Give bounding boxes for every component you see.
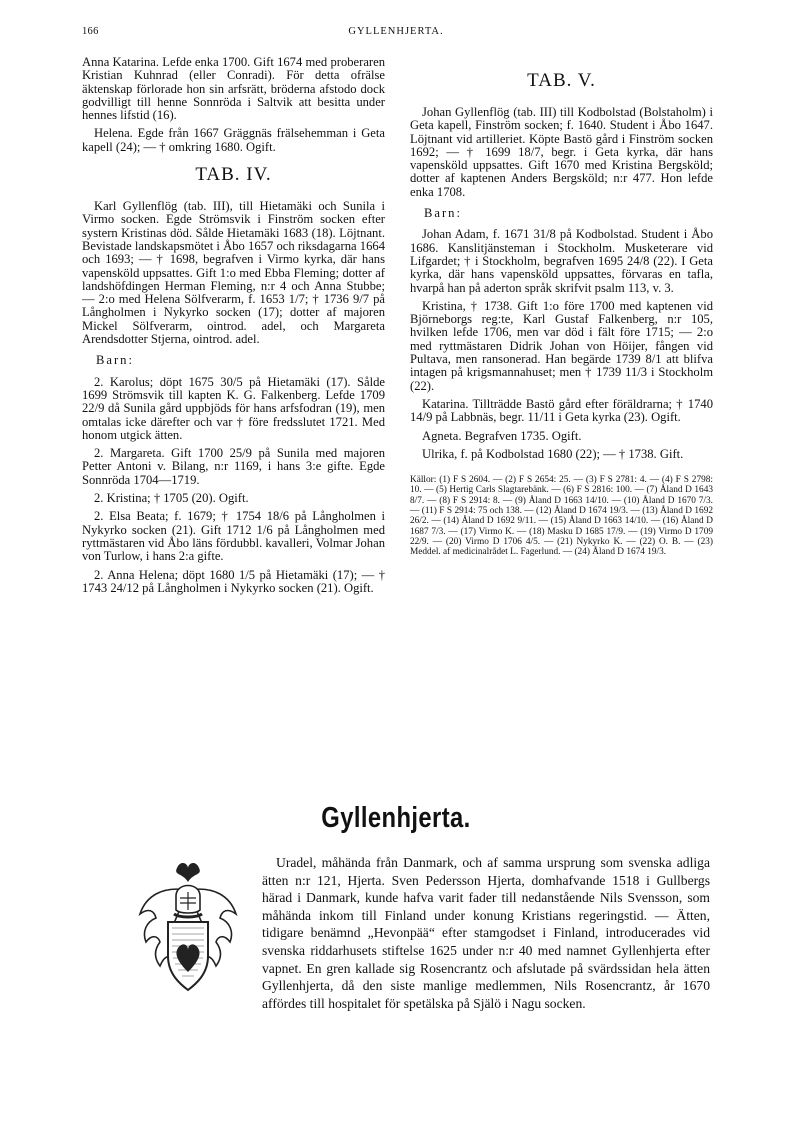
intro-paragraph: Uradel, måhända från Danmark, och af samma ursprung som svenska adliga ätten n:r 121, Hjerta. Sven Pedersson Hjerta, domhafvande 1518 i Gullbergs härad i Danmark, kunde hafva varit fader till nedanstående Nils Svensson, som måhända inkom till Finland under konung Kristians regeringstid. — Ätten, tidigare benämnd „Hevonpää“ efter stamgodset i Finland, introducerades vid svenska riddarhusets stiftelse 1625 under n:r 40 med namnet Gyllenhjerta efter vapnet. En gren kallade sig Rosencrantz och afslutade på svärdssidan hela ätten Gyllenhjerta, då den siste manlige medlemmen, Nils Rosencrantz, år 1670 affördes till hospitalet för spetälska på Själö i Nagu socken. — [262, 855, 710, 1011]
child-johan-adam: Johan Adam, f. 1671 31/8 på Kodbolstad. Student i Åbo 1686. Kanslitjänsteman i Stockholm. Musketerare vid Lifgardet; † i Stockholm, begrafven 1695 24/8 (22). I Geta kyrka, där hans vapensköld uppsattes, förvaras en tafla, hvarpå han på aderton språk skrifvit psalm 113, v. 3. — [410, 227, 713, 295]
family-title: Gyllenhjerta. — [321, 802, 471, 834]
left-column — [82, 56, 385, 600]
page-number: 166 — [82, 26, 99, 37]
page-header — [82, 26, 710, 44]
entry-karl-gyllenflog: Karl Gyllenflög (tab. III), till Hietamäki och Sunila i Virmo socken. Egde Strömsvik i Finström socken efter systern Kristinas död. Sålde Hietamäki 1683 (18). Löjtnant. Bevistade landskapsmötet i Åbo 1657 och riksdagarna 1664 och 1693; — † 1698, begrafven i Virmo kyrka, där hans vapensköld uppsattes. Gift 1:o med Ebba Fleming; dotter af landshöfdingen Herman Fleming, n:r 4 och Anna Stubbe; — 2:o med Helena Sölfverarm, f. 1653 1/7; † 1736 9/7 på Långholmen i Nykyrko socken (17); dotter af majoren Mickel Sölfverarm, ointrod. adel, och Margareta Arendsdotter Stjerna, ointrod. adel. — [82, 199, 385, 347]
right-column — [410, 60, 713, 558]
children-heading: Barn: — [424, 206, 462, 221]
coat-of-arms-icon — [132, 856, 244, 1006]
child-kristina-v: Kristina, † 1738. Gift 1:o före 1700 med kaptenen vid Björneborgs reg:te, Karl Gustaf Falkenberg, n:r 105, hvilken lefde 1706, men var död i fält före 1715; — 2:o med ryttmästaren Didrik Johan von Höijer, fången vid Pultava, men ransonerad. Han begärde 1739 8/1 att blifva intagen på krigsmannahuset; men † 1739 11/3 i Stockholm (22). — [410, 298, 713, 393]
table-heading-v: TAB. V. — [527, 70, 596, 91]
child-margareta: 2. Margareta. Gift 1700 25/9 på Sunila med majoren Petter Antoni v. Bilang, n:r 1169, i hans 3:e gifte. Egde Sonnröda 1704—1719. — [82, 446, 385, 487]
running-title: GYLLENHJERTA. — [348, 26, 444, 37]
child-anna-helena: 2. Anna Helena; döpt 1680 1/5 på Hietamäki (17); — † 1743 24/12 på Långholmen i Nykyrko socken (21). Ogift. — [82, 567, 385, 595]
child-kristina: 2. Kristina; † 1705 (20). Ogift. — [94, 491, 249, 506]
sources-note: Källor: (1) F S 2604. — (2) F S 2654: 25. — (3) F S 2781: 4. — (4) F S 2798: 10. — (5) Hertig Carls Slagtarebänk. — (6) F S 2816: 100. — (7) Åland D 1643 8/7. — (8) F S 2914: 8. — (9) Åland D 1663 14/10. — (10) Åland D 1670 7/3. — (11) F S 2914: 75 och 138. — (12) Åland D 1674 19/3. — (13) Åland D 1692 26/2. — (14) Åland D 1692 9/11. — (15) Åland D 1663 14/10. — (16) Åland D 1687 7/3. — (17) Virmo K. — (18) Masku D 1685 17/9. — (19) Virmo D 1709 22/9. — (20) Virmo D 1706 4/5. — (21) Nykyrko K. — (22) O. B. — (23) Meddel. af medicinalrådet L. Fagerlund. — (24) Åland D 1674 19/3. — [410, 475, 713, 558]
entry-helena: Helena. Egde från 1667 Gräggnäs frälsehemman i Geta kapell (24); — † omkring 1680. Ogift. — [82, 126, 385, 154]
child-elsa-beata: 2. Elsa Beata; f. 1679; † 1754 18/6 på Långholmen i Nykyrko socken (21). Gift 1712 1/6 på Långholmen med ryttmästaren vid Åbo läns fördubbl. kavalleri, Volmar Johan von Turlow, i hans 2:a gifte. — [82, 509, 385, 564]
child-agneta: Agneta. Begrafven 1735. Ogift. — [422, 428, 582, 443]
child-katarina: Katarina. Tillträdde Bastö gård efter föräldrarna; † 1740 14/9 på Labbnäs, begr. 11/11 i Geta kyrka (23). Ogift. — [410, 396, 713, 425]
child-karolus: 2. Karolus; döpt 1675 30/5 på Hietamäki (17). Sålde 1699 Strömsvik till kapten K. G. Falkenberg. Lefde 1709 22/9 då Sunila gård uppbjöds för hans arfsfodran (19), men omtalas icke därefter och var † före fredsslutet 1721. Med honom utgick ätten. — [82, 374, 385, 442]
family-introduction — [262, 854, 710, 1012]
entry-anna-katarina: Anna Katarina. Lefde enka 1700. Gift 1674 med proberaren Kristian Kuhnrad (eller Conradi). För detta ofrälse äktenskap förlorade hon sin arfsrätt, bröderna afstodo dock godvilligt till henne Sonnröda i Saltvik att besitta under hennes lifstid (16). — [82, 55, 385, 123]
entry-johan-gyllenflog: Johan Gyllenflög (tab. III) till Kodbolstad (Bolstaholm) i Geta kapell, Finström socken; f. 1640. Student i Åbo 1647. Löjtnant vid artilleriet. Köpte Bastö gård i Finström socken 1692; — † 1699 18/7, begr. i Geta kyrka, där hans vapensköld uppsattes. Gift 1670 med Kristina Bergsköld; dotter af kaptenen Anders Bergsköld; n:r 477. Hon lefde enka 1708. — [410, 105, 713, 199]
children-heading: Barn: — [96, 353, 134, 368]
table-heading-iv: TAB. IV. — [195, 164, 272, 186]
child-ulrika: Ulrika, f. på Kodbolstad 1680 (22); — † 1738. Gift. — [422, 446, 684, 461]
